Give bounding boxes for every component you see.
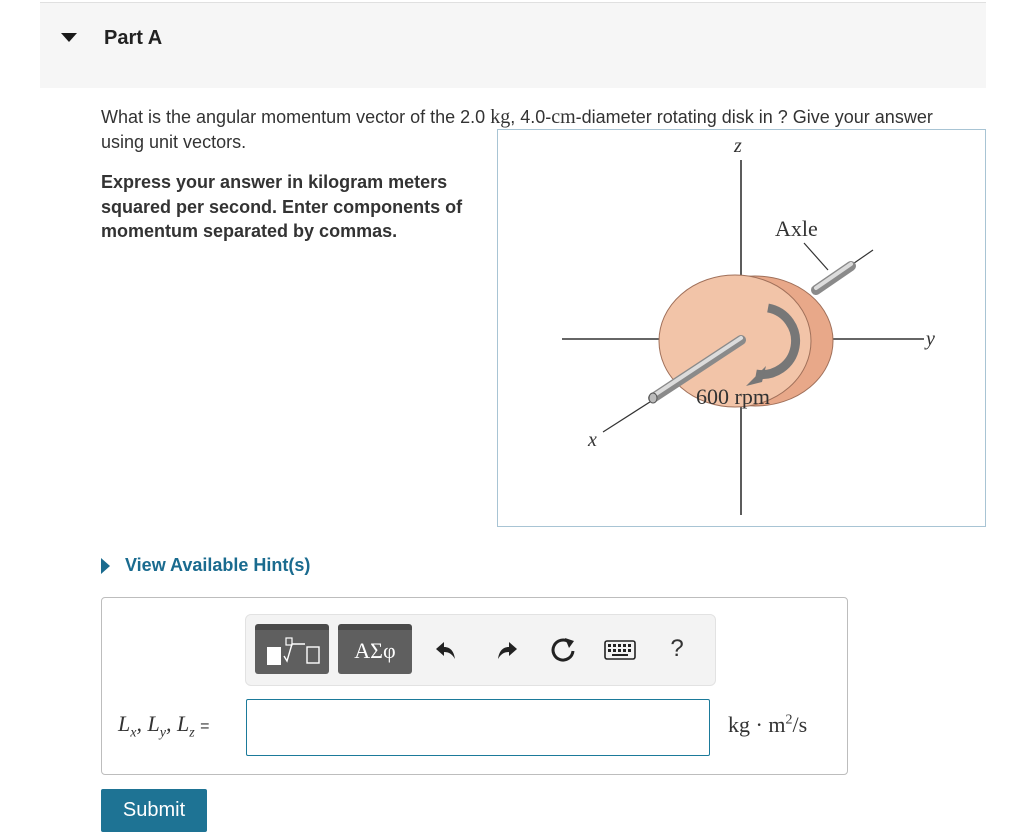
math-toolbar [245,614,716,686]
templates-button[interactable] [255,624,329,674]
collapse-caret-icon[interactable] [61,33,77,42]
reset-icon [549,636,577,664]
z-axis-label: z [734,135,742,157]
axle-label: Axle [775,216,818,241]
disk-diagram [498,130,985,526]
axle-pointer [804,243,828,270]
mass-unit: kg [490,106,511,128]
keyboard-icon [604,640,636,660]
part-header[interactable] [40,3,986,88]
undo-icon [434,637,460,663]
view-hints-label: View Available Hint(s) [125,555,311,575]
answer-label-equals: = [200,718,210,735]
x-axis-label: x [588,429,597,451]
part-title: Part A [104,27,163,49]
keyboard-button[interactable] [603,635,637,665]
submit-button[interactable]: Submit [101,789,207,832]
diameter-unit: cm [551,106,576,128]
answer-input[interactable] [246,699,710,756]
view-hints-link[interactable] [101,555,310,576]
rotating-disk-figure [497,129,986,527]
answer-instructions: Express your answer in kilogram meters squared per second. Enter components of momentum separated by commas. [101,172,463,241]
question-text-mid: , 4.0- [510,107,552,127]
redo-icon [493,637,519,663]
templates-icon [255,630,329,674]
question-text-start: What is the angular momentum vector of the [101,107,461,127]
question-text-end: -diameter rotating disk in ? Give your answer using unit vectors. [101,107,933,152]
reset-button[interactable] [548,635,578,665]
greek-symbols-button[interactable]: ΑΣφ [338,624,412,674]
undo-button[interactable] [432,635,462,665]
answer-label-vars: $L_x$, $L_y$, $L_z$ [118,711,195,741]
x-axis-line [603,400,653,432]
answer-label [118,711,209,741]
y-axis-label: y [926,328,935,350]
axle-back-rod [816,264,851,290]
rpm-label: 600 rpm [696,384,770,409]
expand-caret-icon [101,558,110,574]
help-button[interactable]: ? [670,635,684,662]
answer-units: kg · $m^2/s$ [728,712,808,737]
redo-button[interactable] [491,635,521,665]
mass-value: 2.0 [460,107,491,127]
